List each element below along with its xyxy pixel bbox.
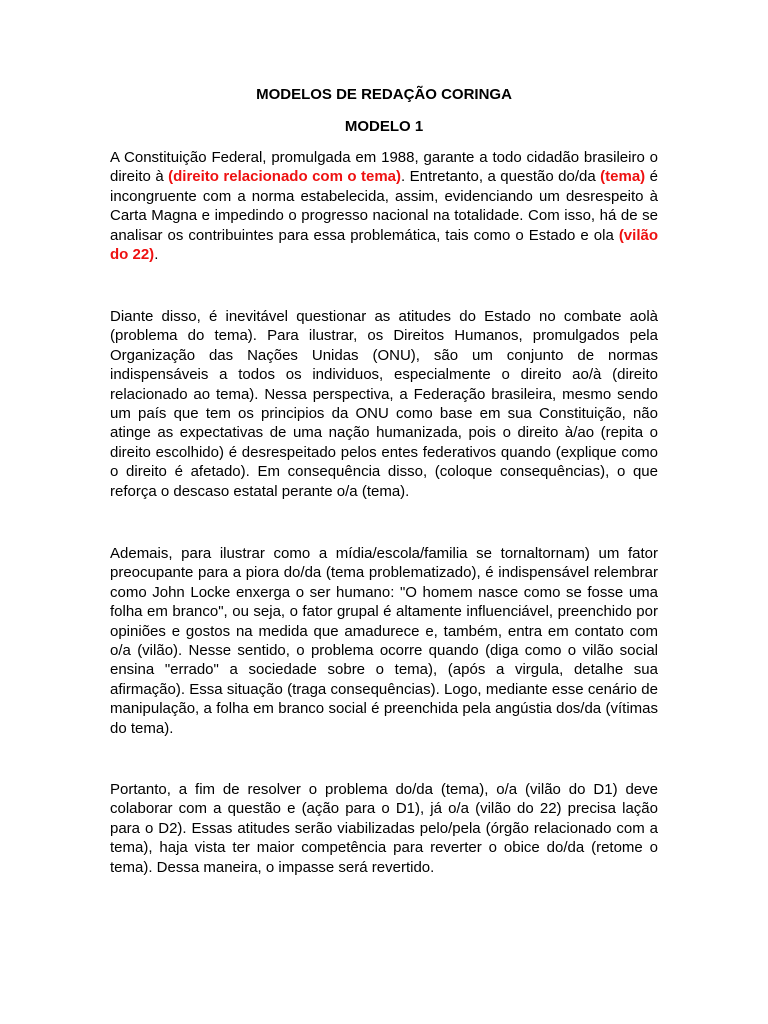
highlight-tema: (tema): [600, 168, 646, 186]
highlight-vilao: (vilão do 22): [110, 226, 658, 264]
paragraph-introduction: [110, 148, 658, 264]
paragraph-conclusion: Portanto, a fim de resolver o problema do/da (tema), o/a (vilão do D1) deve colaborar com a questão e (ação para o D1), já o/a (vilão do 22) precisa lação para o D2). Essas atitudes serão viabilizadas pelo/pela (órgão relacionado com a tema), haja vista ter maior competência para reverter o obice do/da (retome o tema). Dessa maneira, o impasse será revertido.: [110, 781, 658, 876]
paragraph-development-2: Ademais, para ilustrar como a mídia/escola/familia se tornaltornam) um fator preocupante para a piora do/da (tema problematizado), é indispensável relembrar como John Locke enxerga o ser humano: "O homem nasce como se fosse uma folha em branco", ou seja, o fator grupal é altamente influenciável, preenchido por opiniões e gostos na medida que amadurece e, também, entra em contato com o/a (vilão). Nesse sentido, o problema ocorre quando (diga como o vilão social ensina "errado" a sociedade sobre o tema), (após a virgula, detalhe sua afirmação). Essa situação (traga consequências). Logo, mediante esse cenário de manipulação, a folha em branco social é preenchida pela angústia dos/da (vítimas do tema).: [110, 545, 658, 737]
document-subtitle: MODELO 1: [344, 118, 424, 135]
paragraph-1-text-3: é incongruente com a norma estabelecida, assim, evidenciando um desrespeito à Carta Magna e impedindo o progresso nacional na totalidade. Com isso, há de se analisar os contribuintes para essa problemática, tais como o Estado e ola: [110, 168, 658, 244]
paragraph-development-1: Diante disso, é inevitável questionar as atitudes do Estado no combate aolà (problema do tema). Para ilustrar, os Direitos Humanos, promulgados pela Organização das Nações Unidas (ONU), são um conjunto de normas indispensáveis a todos os individuos, especialmente o direito ao/à (direito relacionado ao tema). Nessa perspectiva, a Federação brasileira, mesmo sendo um país que tem os principios da ONU como base em sua Constituição, não atinge as expectativas de uma nação humanizada, pois o direito à/ao (repita o direito escolhido) é desrespeitado pelos entes federativos quando (explique como o direito é afetado). Em consequência disso, (coloque consequências), o que reforça o descaso estatal perante o/a (tema).: [110, 308, 658, 500]
paragraph-1-text-1: A Constituição Federal, promulgada em 1988, garante a todo cidadão brasileiro o direito à: [110, 149, 658, 186]
highlight-direito-relacionado: (direito relacionado com o tema): [168, 168, 402, 186]
paragraph-1-text-4: .: [154, 246, 159, 264]
document-title: MODELOS DE REDAÇÃO CORINGA: [256, 86, 512, 103]
paragraph-1-text-2: . Entretanto, a questão do/da: [401, 168, 601, 186]
